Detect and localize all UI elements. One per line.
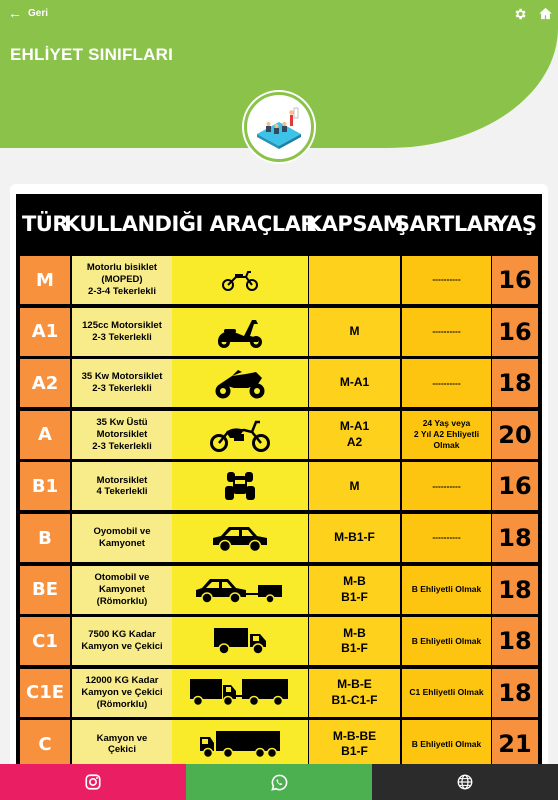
header-kapsam: KAPSAM — [305, 212, 404, 236]
car-trailer-icon — [194, 575, 286, 605]
table-row — [16, 514, 542, 562]
whatsapp-button[interactable] — [186, 764, 372, 800]
scope-value: M — [309, 462, 400, 510]
minimum-age: 16 — [492, 308, 538, 356]
minimum-age: 18 — [492, 566, 538, 614]
class-code: B1 — [20, 462, 70, 510]
license-classes-table — [16, 194, 542, 784]
globe-icon — [456, 773, 474, 791]
vehicle-description: 35 Kw Üstü Motorsiklet 2-3 Tekerlekli — [72, 411, 172, 459]
sportbike-icon — [212, 366, 268, 400]
vehicle-icon-cell — [172, 359, 308, 407]
license-classes-card — [10, 184, 548, 784]
vehicle-icon-cell — [172, 308, 308, 356]
requirement-value: B Ehliyetli Olmak — [402, 566, 491, 614]
website-button[interactable] — [372, 764, 558, 800]
chopper-icon — [208, 418, 272, 452]
truck-trailer-icon — [188, 677, 292, 709]
atv-icon — [223, 470, 257, 502]
vehicle-icon-cell — [172, 411, 308, 459]
vehicle-description: 7500 KG Kadar Kamyon ve Çekici — [72, 617, 172, 665]
top-bar — [0, 0, 558, 30]
table-row — [16, 359, 542, 407]
bottom-bar — [0, 764, 558, 800]
table-row — [16, 411, 542, 459]
requirement-value: ---------- — [402, 359, 491, 407]
header-araclar: KULLANDIĞI ARAÇLAR — [63, 212, 317, 236]
vehicle-description: Kamyon ve Çekici — [72, 720, 172, 768]
table-row — [16, 256, 542, 304]
gear-icon[interactable] — [513, 7, 527, 21]
requirement-value: B Ehliyetli Olmak — [402, 720, 491, 768]
minimum-age: 18 — [492, 669, 538, 717]
home-icon[interactable] — [538, 6, 553, 21]
scope-value: M-B1-F — [309, 514, 400, 562]
vehicle-icon-cell — [172, 669, 308, 717]
requirement-value: 24 Yaş veya 2 Yıl A2 Ehliyetli Olmak — [402, 411, 491, 459]
back-label: Geri — [28, 7, 49, 19]
scope-value: M-A1 — [309, 359, 400, 407]
table-row — [16, 720, 542, 768]
minimum-age: 18 — [492, 514, 538, 562]
small-truck-icon — [212, 626, 268, 656]
vehicle-icon-cell — [172, 566, 308, 614]
vehicle-description: 12000 KG Kadar Kamyon ve Çekici (Römorklu) — [72, 669, 172, 717]
page-title: EHLİYET SINIFLARI — [10, 45, 174, 64]
vehicle-icon-cell — [172, 617, 308, 665]
header-yas: YAŞ — [493, 212, 537, 236]
vehicle-icon-cell — [172, 462, 308, 510]
vehicle-icon-cell — [172, 720, 308, 768]
vehicle-description: 125cc Motorsiklet 2-3 Tekerlekli — [72, 308, 172, 356]
table-row — [16, 617, 542, 665]
requirement-value: ---------- — [402, 308, 491, 356]
header-tur: TÜR — [21, 212, 69, 236]
requirement-value: C1 Ehliyetli Olmak — [402, 669, 491, 717]
minimum-age: 16 — [492, 256, 538, 304]
class-code: BE — [20, 566, 70, 614]
scope-value: M-B-E B1-C1-F — [309, 669, 400, 717]
class-code: C — [20, 720, 70, 768]
class-code: A1 — [20, 308, 70, 356]
vehicle-description: 35 Kw Motorsiklet 2-3 Tekerlekli — [72, 359, 172, 407]
scope-value: M-A1 A2 — [309, 411, 400, 459]
minimum-age: 21 — [492, 720, 538, 768]
back-button[interactable] — [8, 6, 48, 20]
header-sartlar: ŞARTLAR — [394, 212, 499, 236]
requirement-value: B Ehliyetli Olmak — [402, 617, 491, 665]
driving-school-emblem — [244, 92, 314, 162]
scope-value: M-B B1-F — [309, 617, 400, 665]
back-arrow-icon: ← — [8, 5, 22, 21]
requirement-value: ---------- — [402, 462, 491, 510]
class-code: A2 — [20, 359, 70, 407]
minimum-age: 18 — [492, 617, 538, 665]
table-row — [16, 669, 542, 717]
vehicle-icon-cell — [172, 514, 308, 562]
car-icon — [211, 523, 269, 553]
requirement-value: ---------- — [402, 514, 491, 562]
requirement-value: ---------- — [402, 256, 491, 304]
minimum-age: 20 — [492, 411, 538, 459]
table-row — [16, 462, 542, 510]
table-header — [16, 194, 542, 254]
moped-icon — [220, 268, 260, 292]
scooter-icon — [214, 314, 266, 350]
classroom-illustration-icon — [253, 104, 305, 150]
table-row — [16, 308, 542, 356]
vehicle-description: Motorsiklet 4 Tekerlekli — [72, 462, 172, 510]
scope-value: M-B-BE B1-F — [309, 720, 400, 768]
class-code: B — [20, 514, 70, 562]
instagram-button[interactable] — [0, 764, 186, 800]
vehicle-description: Motorlu bisiklet (MOPED) 2-3-4 Tekerlekli — [72, 256, 172, 304]
instagram-icon — [84, 773, 102, 791]
minimum-age: 18 — [492, 359, 538, 407]
table-row — [16, 566, 542, 614]
class-code: C1E — [20, 669, 70, 717]
vehicle-description: Otomobil ve Kamyonet (Römorklu) — [72, 566, 172, 614]
class-code: M — [20, 256, 70, 304]
vehicle-icon-cell — [172, 256, 308, 304]
class-code: C1 — [20, 617, 70, 665]
truck-icon — [198, 729, 282, 759]
scope-value — [309, 256, 400, 304]
scope-value: M-B B1-F — [309, 566, 400, 614]
minimum-age: 16 — [492, 462, 538, 510]
class-code: A — [20, 411, 70, 459]
scope-value: M — [309, 308, 400, 356]
vehicle-description: Oyomobil ve Kamyonet — [72, 514, 172, 562]
whatsapp-icon — [270, 773, 289, 792]
